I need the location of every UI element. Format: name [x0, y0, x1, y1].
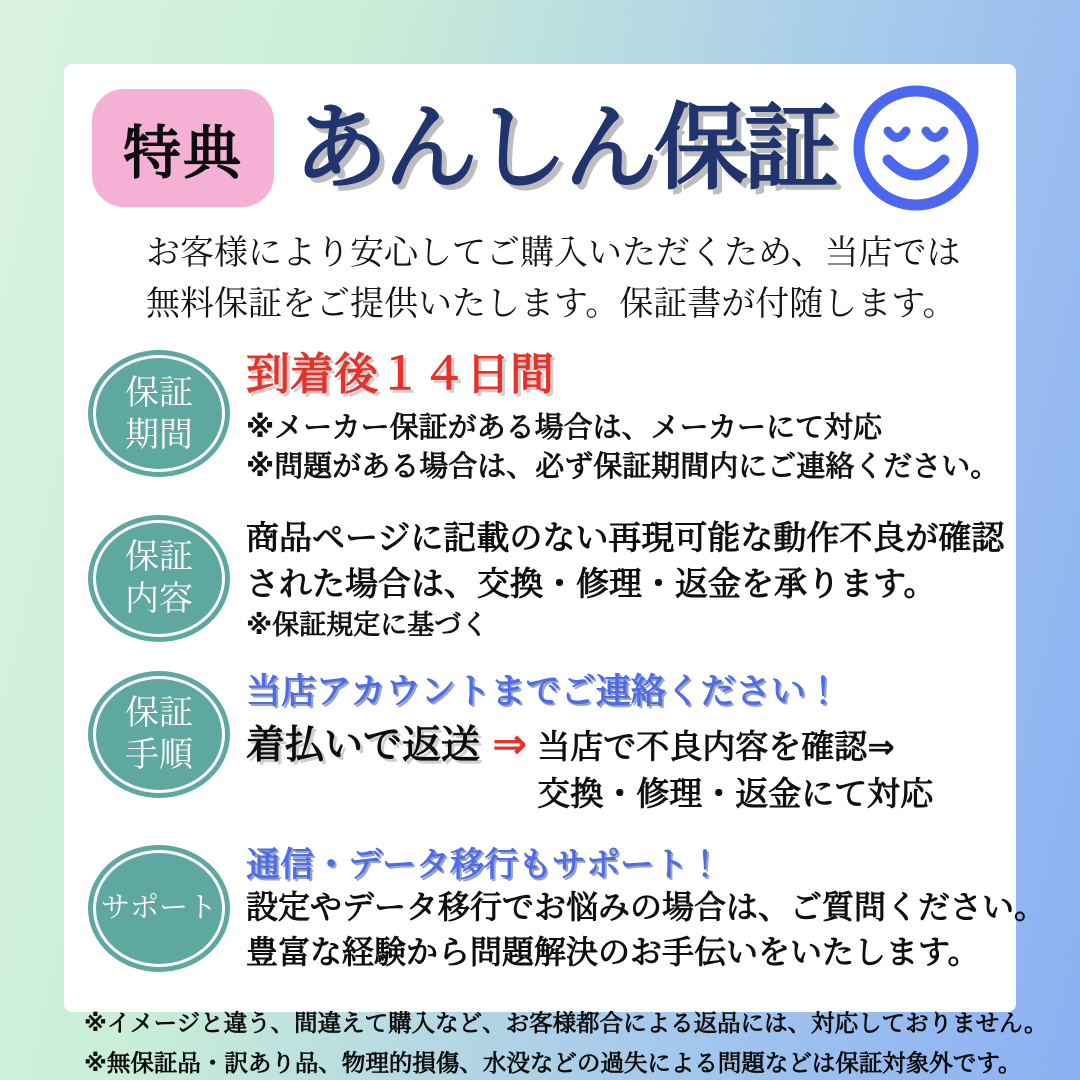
- footer-disclaimers: [84, 1003, 1048, 1080]
- page-title: あんしん保証: [294, 95, 835, 200]
- disclaimer-returns: ※イメージと違う、間違えて購入など、お客様都合による返品には、対応しておりません。: [84, 1010, 1048, 1037]
- intro-line-1: お客様により安心してご購入いただくため、当店では: [146, 234, 961, 272]
- section-warranty-period: [88, 350, 998, 487]
- circle-warranty-period-label: 保証 期間: [93, 355, 225, 472]
- flow-step-confirm: 当店で不良内容を確認⇒: [537, 727, 895, 765]
- warranty-period-headline: 到着後１４日間: [246, 350, 554, 399]
- section-warranty-procedure: [88, 671, 998, 817]
- warranty-procedure-flow: [246, 719, 998, 817]
- support-headline: 通信・データ移行もサポート！: [246, 845, 722, 884]
- warranty-coverage-body: [246, 515, 1004, 643]
- circle-warranty-procedure: [88, 671, 230, 798]
- guarantee-card: [64, 64, 1048, 1077]
- red-arrow-icon: ⇒: [492, 719, 528, 767]
- flow-step-return: 着払いで返送: [246, 723, 481, 767]
- circle-support: [88, 845, 230, 972]
- section-warranty-coverage: [88, 515, 1005, 643]
- flow-step-resolve: 交換・修理・返金にて対応: [537, 774, 934, 812]
- support-body: [246, 845, 1046, 976]
- section-support: [88, 845, 1047, 976]
- warranty-procedure-headline: 当店アカウントまでご連絡ください！: [246, 671, 841, 711]
- disclaimer-exclusions: ※無保証品・訳あり品、物理的損傷、水没などの過失による問題などは保証対象外です。: [84, 1050, 1022, 1077]
- intro-text: [146, 228, 998, 330]
- circle-warranty-period: [88, 350, 230, 477]
- benefit-badge: [92, 89, 274, 207]
- warranty-coverage-line-1: 商品ページに記載のない再現可能な動作不良が確認: [246, 518, 1005, 556]
- flow-steps-followup: [537, 723, 998, 817]
- support-line-1: 設定やデータ移行でお悩みの場合は、ご質問ください。: [246, 889, 1047, 926]
- warranty-period-notes: [246, 409, 999, 487]
- warranty-procedure-body: [246, 671, 998, 817]
- circle-warranty-procedure-label: 保証 手順: [93, 676, 225, 793]
- benefit-badge-label: 特典: [122, 121, 243, 186]
- warranty-period-body: [246, 350, 999, 487]
- warranty-period-note-2: ※問題がある場合は、必ず保証期間内にご連絡ください。: [246, 450, 1000, 483]
- header: [82, 76, 998, 218]
- guarantee-sections: [88, 350, 1047, 975]
- warranty-period-note-1: ※メーカー保証がある場合は、メーカーにて対応: [246, 411, 883, 444]
- intro-line-2: 無料保証をご提供いたします。保証書が付随します。: [146, 285, 957, 323]
- warranty-coverage-note: ※保証規定に基づく: [246, 609, 489, 640]
- circle-support-label: サポート: [93, 850, 225, 967]
- support-line-2: 豊富な経験から問題解決のお手伝いをいたします。: [246, 934, 980, 971]
- circle-warranty-coverage: [88, 515, 230, 642]
- circle-warranty-coverage-label: 保証 内容: [93, 520, 225, 637]
- relieved-smiley-icon: [850, 82, 982, 214]
- warranty-coverage-line-2: された場合は、交換・修理・返金を承ります。: [246, 564, 937, 602]
